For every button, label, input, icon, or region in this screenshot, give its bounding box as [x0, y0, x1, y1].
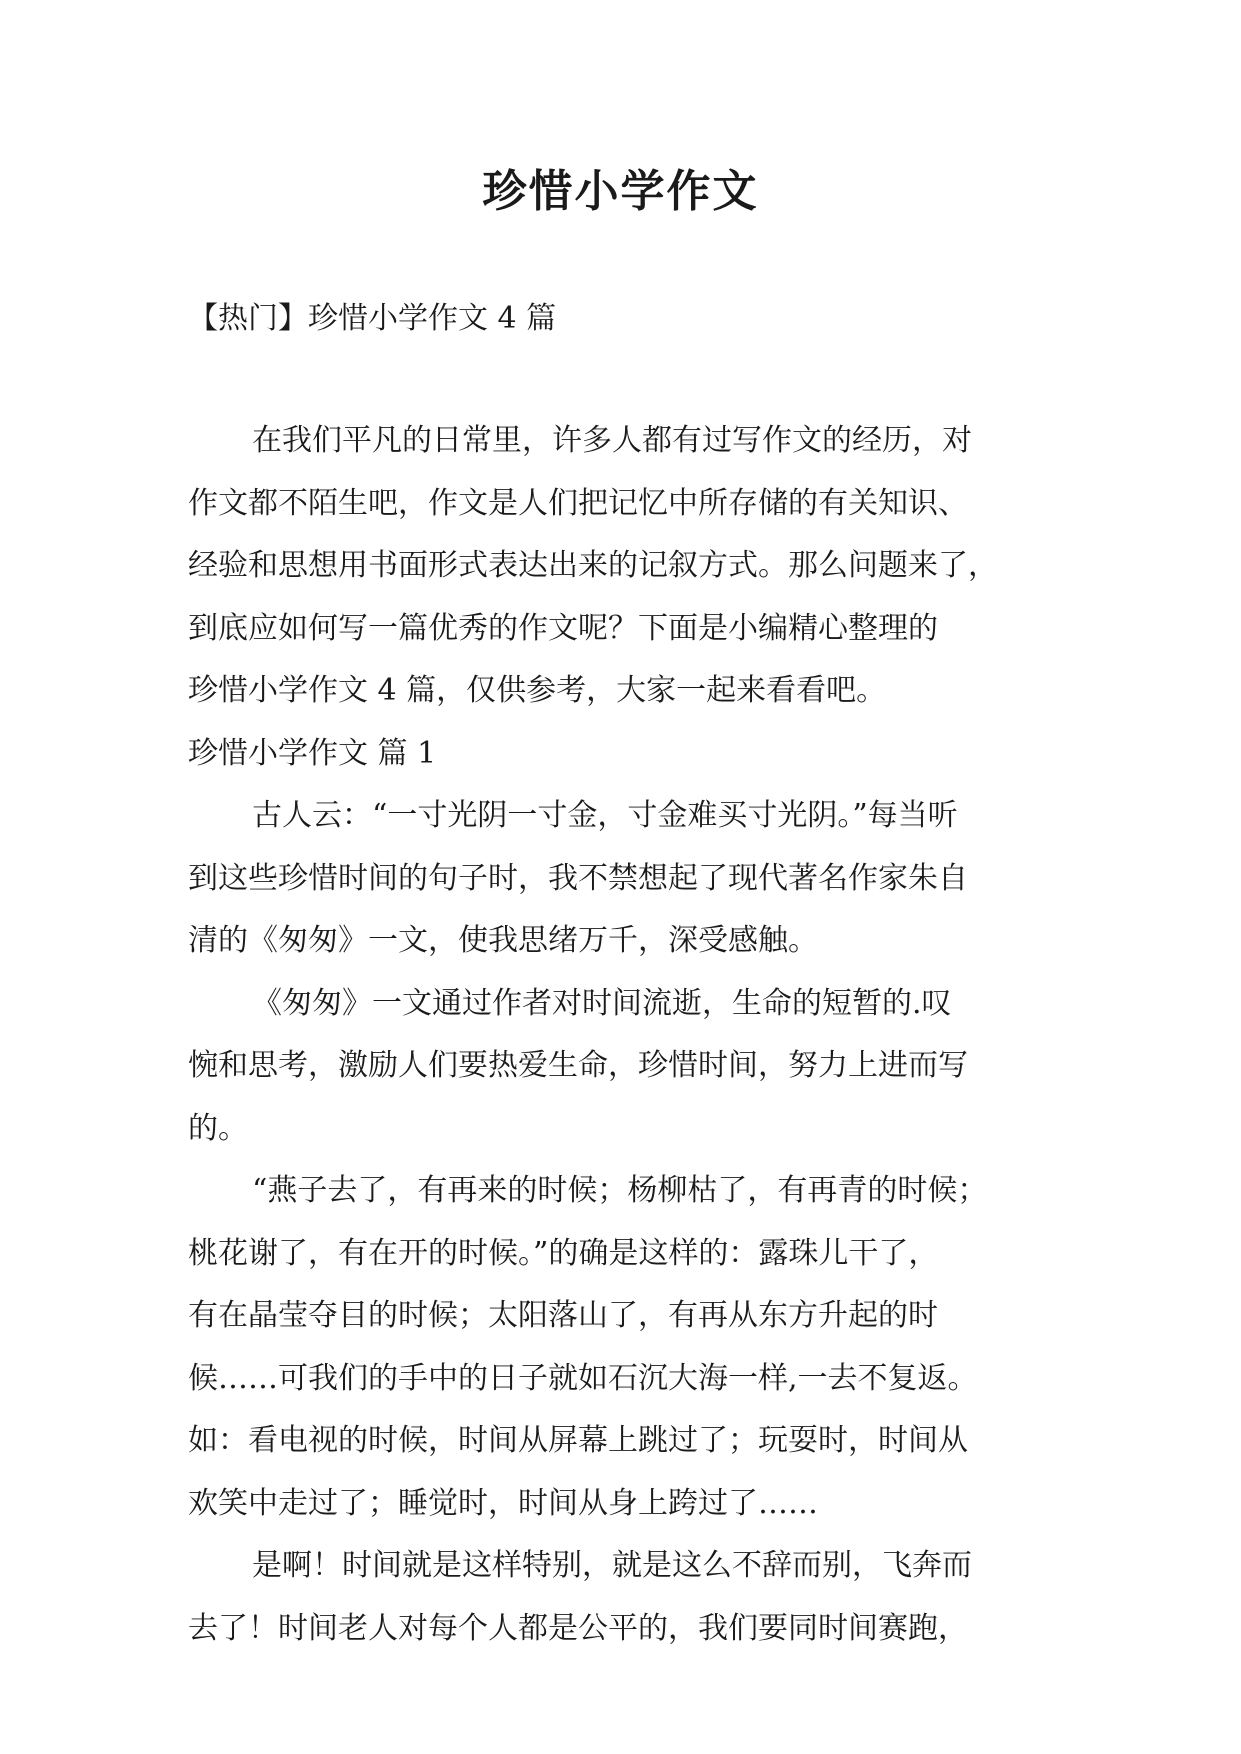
text-line: 桃花谢了，有在开的时候。”的确是这样的：露珠儿干了， — [188, 1235, 939, 1271]
text-line: 在我们平凡的日常里，许多人都有过写作文的经历，对 — [252, 423, 972, 458]
text-line: 经验和思想用书面形式表达出来的记叙方式。那么问题来了， — [188, 548, 998, 583]
text-line: 的。 — [188, 1110, 248, 1146]
text-line: 清的《匆匆》一文，使我思绪万千，深受感触。 — [188, 923, 818, 958]
text-line: 珍惜小学作文 4 篇，仅供参考，大家一起来看看吧。 — [188, 673, 887, 708]
text-line: 去了！时间老人对每个人都是公平的，我们要同时间赛跑， — [188, 1610, 968, 1646]
text-line: 古人云：“一寸光阴一寸金，寸金难买寸光阴。”每当听 — [252, 798, 958, 833]
text-line: 欢笑中走过了；睡觉时，时间从身上跨过了…… — [188, 1485, 818, 1521]
text-line: 到这些珍惜时间的句子时，我不禁想起了现代著名作家朱自 — [188, 860, 968, 896]
text-line: 如：看电视的时候，时间从屏幕上跳过了；玩耍时，时间从 — [188, 1423, 968, 1458]
text-line: 是啊！时间就是这样特别，就是这么不辞而别，飞奔而 — [252, 1548, 972, 1583]
text-line: 《匆匆》一文通过作者对时间流逝，生命的短暂的.叹 — [252, 985, 952, 1021]
document-title: 珍惜小学作文 — [482, 166, 759, 217]
text-line: 候……可我们的手中的日子就如石沉大海一样,一去不复返。 — [188, 1360, 978, 1396]
section-heading: 珍惜小学作文 篇 1 — [188, 735, 437, 771]
text-line: 作文都不陌生吧，作文是人们把记忆中所存储的有关知识、 — [188, 485, 968, 521]
text-line: 惋和思考，激励人们要热爱生命，珍惜时间，努力上进而写 — [188, 1048, 968, 1083]
document-subtitle: 【热门】珍惜小学作文 4 篇 — [188, 301, 557, 336]
text-line: 有在晶莹夺目的时候；太阳落山了，有再从东方升起的时 — [188, 1298, 938, 1333]
document-body — [188, 410, 1068, 1660]
text-line: 到底应如何写一篇优秀的作文呢？下面是小编精心整理的 — [188, 610, 938, 646]
text-line: “燕子去了，有再来的时候；杨柳枯了，有再青的时候； — [252, 1173, 988, 1208]
